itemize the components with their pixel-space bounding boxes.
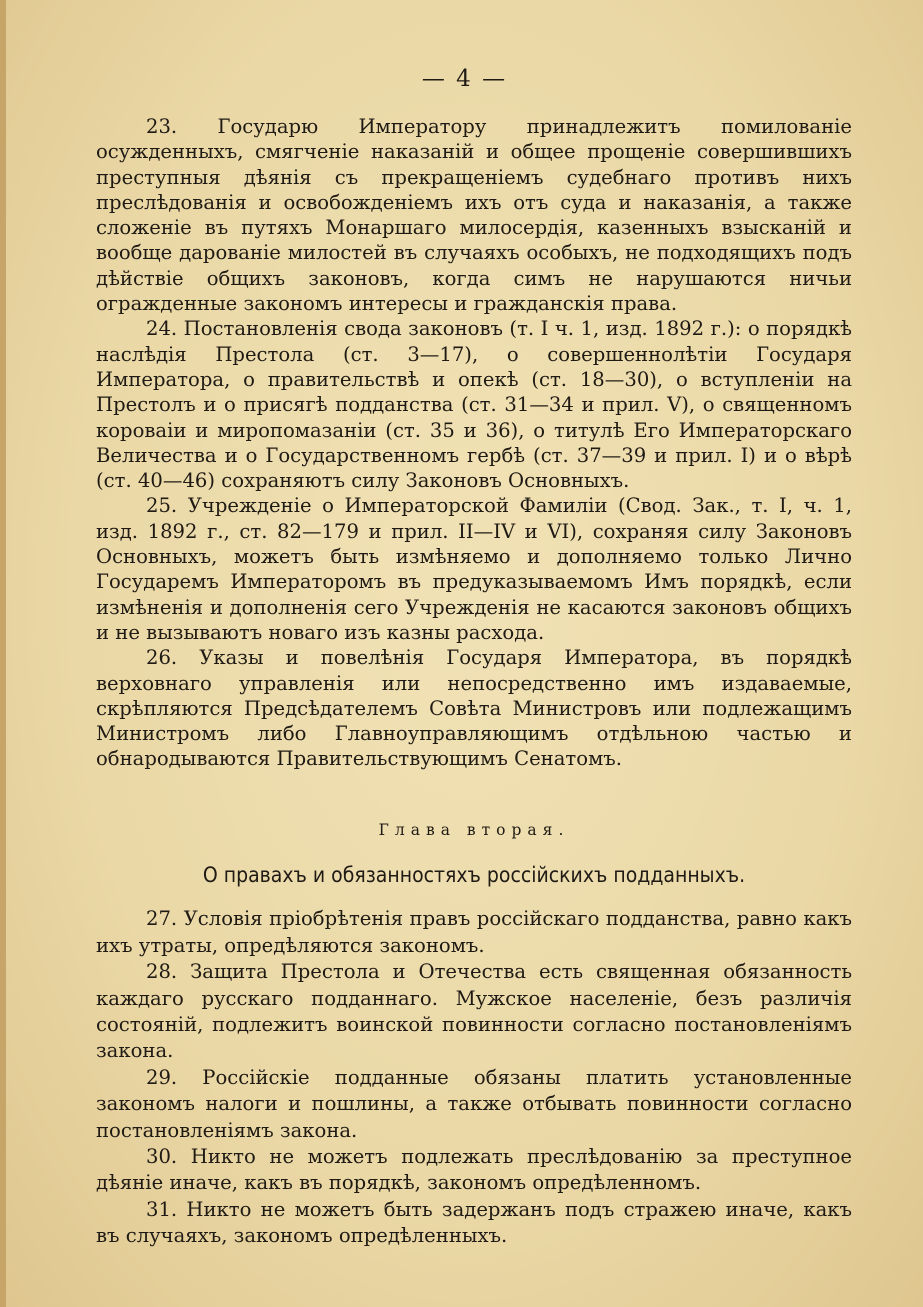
chapter-subtitle: О правахъ и обязанностяхъ россійскихъ подданныхъ. [202, 863, 746, 888]
chapter-two-articles [96, 906, 852, 1249]
chapter-title: Глава вторая. [378, 820, 570, 839]
article-27: 27. Условія пріобрѣтенія правъ россійскаго подданства, равно какъ ихъ утраты, опредѣляются закономъ. [96, 907, 852, 957]
article-23: 23. Государю Императору принадлежитъ помилованіе осужденныхъ, смягченіе наказаній и общее прощеніе совершившихъ преступныя дѣянія съ прекращеніемъ судебнаго противъ нихъ преслѣдованія и освобожденіемъ ихъ отъ суда и наказанія, а также сложеніе въ путяхъ Монаршаго милосердія, казенныхъ взысканій и вообще дарованіе милостей въ случаяхъ особыхъ, не подходящихъ подъ дѣйствіе общихъ законовъ, когда симъ не нарушаются ничьи огражденные закономъ интересы и гражданскія права. [96, 115, 852, 316]
article-26: 26. Указы и повелѣнія Государя Императора, въ порядкѣ верховнаго управленія или непосредственно имъ издаваемые, скрѣпляются Предсѣдателемъ Совѣта Министровъ или подлежащимъ Министромъ либо Главноуправляющимъ отдѣльною частью и обнародываются Правительствующимъ Сенатомъ. [96, 646, 852, 771]
document-body [96, 114, 852, 1250]
article-28: 28. Защита Престола и Отечества есть священная обязанность каждаго русскаго подданнаго. Мужское населеніе, безъ различія состояній, подлежитъ воинской повинности согласно постановленіямъ закона. [96, 960, 852, 1063]
article-24: 24. Постановленія свода законовъ (т. I ч. 1, изд. 1892 г.): о порядкѣ наслѣдія Престола (ст. 3—17), о совершеннолѣтіи Государя Императора, о правительствѣ и опекѣ (ст. 18—30), о вступленіи на Престолъ и о присягѣ подданства (ст. 31—34 и прил. V), о священномъ короваіи и миропомазаніи (ст. 35 и 36), о титулѣ Его Императорскаго Величества и о Государственномъ гербѣ (ст. 37—39 и прил. I) и о вѣрѣ (ст. 40—46) сохраняютъ силу Законовъ Основныхъ. [96, 317, 852, 493]
page-number: — 4 — [421, 66, 508, 92]
article-25: 25. Учрежденіе о Императорской Фамиліи (Свод. Зак., т. I, ч. 1, изд. 1892 г., ст. 82—179 и прил. II—IV и VI), сохраняя силу Законовъ Основныхъ, можетъ быть измѣняемо и дополняемо только Лично Государемъ Императоромъ въ предуказываемомъ Имъ порядкѣ, если измѣненія и дополненія сего Учрежденія не касаются законовъ общихъ и не вызываютъ новаго изъ казны расхода. [96, 494, 852, 644]
article-30: 30. Никто не можетъ подлежать преслѣдованію за преступное дѣяніе иначе, какъ въ порядкѣ, закономъ опредѣленномъ. [96, 1144, 852, 1195]
article-31: 31. Никто не можетъ быть задержанъ подъ стражею иначе, какъ въ случаяхъ, закономъ опредѣленныхъ. [96, 1197, 852, 1248]
article-29: 29. Россійскіе подданные обязаны платить установленные закономъ налоги и пошлины, а также отбывать повинности согласно постановленіямъ закона. [96, 1065, 852, 1142]
